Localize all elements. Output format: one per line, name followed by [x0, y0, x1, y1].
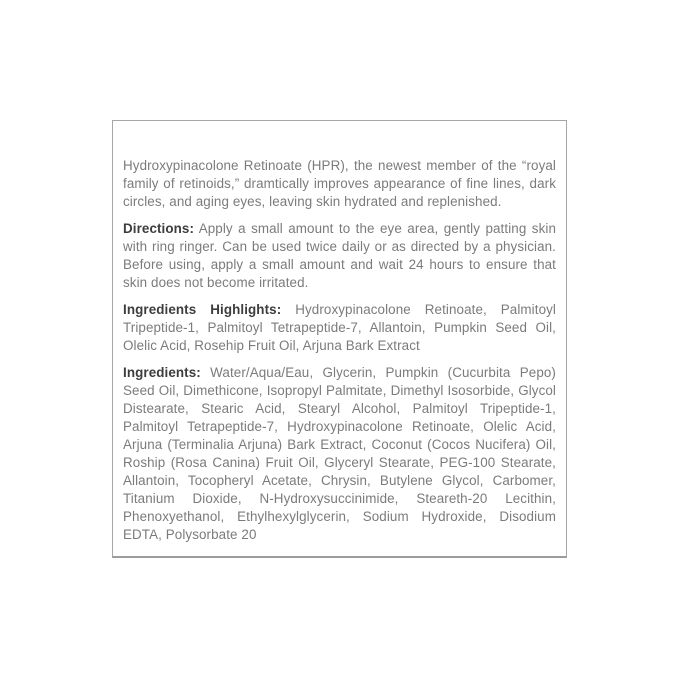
directions-label: Directions:	[123, 221, 195, 236]
ingredients-label: Ingredients:	[123, 365, 201, 380]
directions-paragraph	[123, 220, 556, 292]
directions-text: Apply a small amount to the eye area, gently patting skin with ring ringer. Can be used twice daily or as directed by a physician. Before using, apply a small amount and wait 24 hours to ensure that skin does not become irritated.	[123, 221, 556, 290]
description-paragraph	[123, 157, 556, 211]
ingredients-text: Water/Aqua/Eau, Glycerin, Pumpkin (Cucurbita Pepo) Seed Oil, Dimethicone, Isopropyl Palmitate, Dimethyl Isosorbide, Glycol Distearate, Stearic Acid, Stearyl Alcohol, Palmitoyl Tripeptide-1, Palmitoyl Tetrapeptide-7, Hydroxypinacolone Retinoate, Olelic Acid, Arjuna (Terminalia Arjuna) Bark Extract, Coconut (Cocos Nucifera) Oil, Roship (Rosa Canina) Fruit Oil, Glyceryl Stearate, PEG-100 Stearate, Allantoin, Tocopheryl Acetate, Chrysin, Butylene Glycol, Carbomer, Titanium Dioxide, N-Hydroxysuccinimide, Steareth-20 Lecithin, Phenoxyethanol, Ethylhexylglycerin, Sodium Hydroxide, Disodium EDTA, Polysorbate 20	[123, 365, 556, 542]
ingredients-paragraph	[123, 364, 556, 544]
ingredients-highlights-label: Ingredients Highlights:	[123, 302, 282, 317]
ingredients-highlights-paragraph	[123, 301, 556, 355]
product-info-card	[112, 120, 567, 558]
ingredients-highlights-text: Hydroxypinacolone Retinoate, Palmitoyl Tripeptide-1, Palmitoyl Tetrapeptide-7, Allantoin, Pumpkin Seed Oil, Olelic Acid, Rosehip Fruit Oil, Arjuna Bark Extract	[123, 302, 556, 353]
description-text: Hydroxypinacolone Retinoate (HPR), the newest member of the “royal family of retinoids,” dramtically improves appearance of fine lines, dark circles, and aging eyes, leaving skin hydrated and replenished.	[123, 158, 556, 209]
